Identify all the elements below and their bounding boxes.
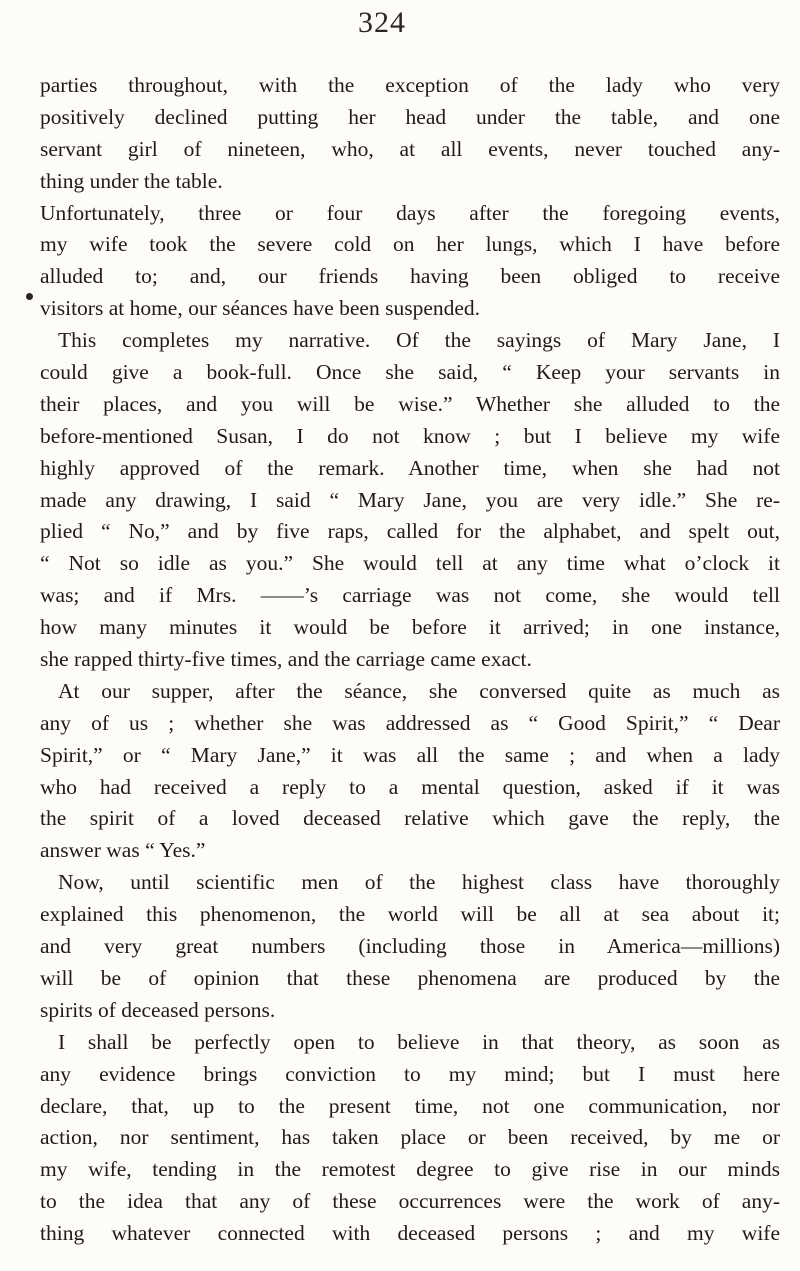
text-line: plied “ No,” and by five raps, called for the alphabet, and spelt out, bbox=[40, 519, 780, 544]
text-line: the spirit of a loved deceased relative which gave the reply, the bbox=[40, 806, 780, 831]
text-line: visitors at home, our séances have been suspended. bbox=[40, 296, 481, 321]
text-line: At our supper, after the séance, she conversed quite as much as bbox=[58, 678, 780, 703]
text-line: she rapped thirty-five times, and the carriage came exact. bbox=[40, 647, 532, 672]
text-line: who had received a reply to a mental question, asked if it was bbox=[40, 774, 780, 799]
text-line: parties throughout, with the exception of the lady who very bbox=[40, 73, 780, 97]
text-line: made any drawing, I said “ Mary Jane, you are very idle.” She re- bbox=[40, 487, 780, 512]
text-line: Spirit,” or “ Mary Jane,” it was all the same ; and when a lady bbox=[40, 742, 780, 767]
text-line: could give a book-full. Once she said, “ Keep your servants in bbox=[40, 360, 780, 385]
text-line: This completes my narrative. Of the sayings of Mary Jane, I bbox=[58, 328, 780, 353]
text-line: how many minutes it would be before it arrived; in one instance, bbox=[40, 615, 780, 640]
text-line: alluded to; and, our friends having been obliged to receive bbox=[40, 264, 780, 289]
text-line: their places, and you will be wise.” Whether she alluded to the bbox=[40, 391, 780, 416]
text-line: thing under the table. bbox=[40, 168, 223, 193]
text-line: action, nor sentiment, has taken place or been received, by me or bbox=[40, 1125, 780, 1150]
text-line: explained this phenomenon, the world will be all at sea about it; bbox=[40, 902, 780, 927]
text-line: declare, that, up to the present time, not one communication, nor bbox=[40, 1093, 780, 1118]
text-line: my wife, tending in the remotest degree to give rise in our minds bbox=[40, 1157, 780, 1182]
text-line: spirits of deceased persons. bbox=[40, 997, 276, 1022]
text-line: answer was “ Yes.” bbox=[40, 838, 206, 863]
text-line: thing whatever connected with deceased persons ; and my wife bbox=[40, 1221, 780, 1246]
text-line: before-mentioned Susan, I do not know ; but I believe my wife bbox=[40, 423, 780, 448]
text-line: “ Not so idle as you.” She would tell at any time what o’clock it bbox=[40, 551, 780, 576]
body-text bbox=[40, 70, 780, 1250]
page-number: 324 bbox=[358, 6, 406, 39]
text-line: was; and if Mrs. ——’s carriage was not come, she would tell bbox=[40, 583, 780, 608]
text-line: to the idea that any of these occurrences were the work of any- bbox=[40, 1189, 780, 1214]
text-line: Now, until scientific men of the highest class have thoroughly bbox=[58, 870, 780, 895]
text-line: any of us ; whether she was addressed as “ Good Spirit,” “ Dear bbox=[40, 710, 780, 735]
text-line: Unfortunately, three or four days after the foregoing events, bbox=[40, 200, 780, 225]
text-line: my wife took the severe cold on her lungs, which I have before bbox=[40, 232, 780, 257]
margin-ink-mark bbox=[26, 293, 33, 300]
text-line: servant girl of nineteen, who, at all events, never touched any- bbox=[40, 136, 780, 161]
text-line: I shall be perfectly open to believe in that theory, as soon as bbox=[58, 1029, 780, 1054]
text-line: highly approved of the remark. Another time, when she had not bbox=[40, 455, 780, 480]
text-line: will be of opinion that these phenomena are produced by the bbox=[40, 965, 780, 990]
text-line: any evidence brings conviction to my mind; but I must here bbox=[40, 1061, 780, 1086]
text-line: and very great numbers (including those in America—millions) bbox=[40, 934, 780, 959]
text-line: positively declined putting her head under the table, and one bbox=[40, 104, 780, 129]
